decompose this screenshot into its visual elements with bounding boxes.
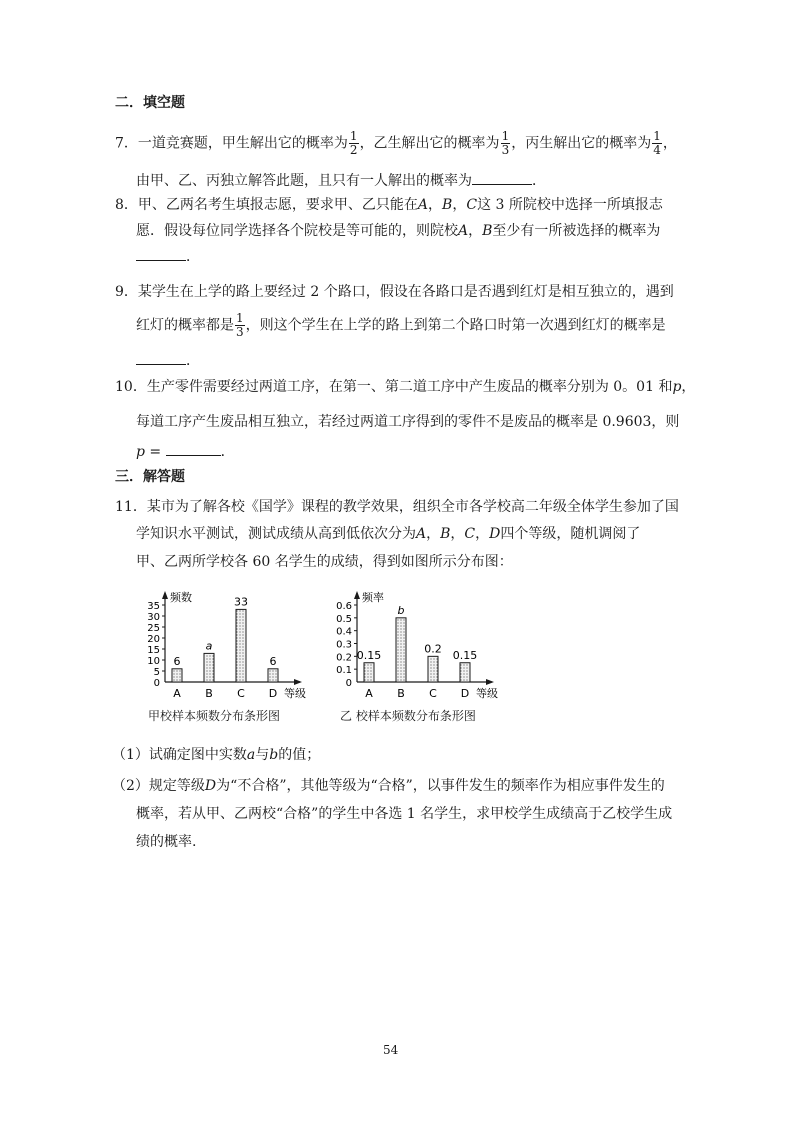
var-b: b <box>269 747 279 763</box>
bar-data-label: 33 <box>234 595 248 609</box>
y-tick-label: 0.2 <box>336 652 352 664</box>
fraction-quarter: $\frac{1}{4}$ <box>653 129 661 157</box>
q8-text-d: 至少有一所被选择的概率为 <box>492 223 661 239</box>
question-7-number: 7． <box>115 135 138 152</box>
q7-text-d: ， <box>662 135 677 152</box>
var-D: D <box>489 526 501 542</box>
q8-text-a: 甲、乙两名考生填报志愿，要求甲、乙只能在 <box>137 197 418 213</box>
q10-end: ． <box>220 444 235 460</box>
y-tick-label: 25 <box>147 623 160 634</box>
y-tick-label: 10 <box>147 656 160 667</box>
var-C: C <box>466 197 478 213</box>
category-label: A <box>365 687 373 700</box>
q11-text-b: 学知识水平测试，测试成绩从高到低依次分为 <box>136 526 416 542</box>
bar-B <box>204 653 214 682</box>
y-axis-arrow <box>162 591 168 599</box>
y-tick-label: 0 <box>345 678 352 689</box>
question-11-number: 11． <box>115 499 147 515</box>
sub-question-1 <box>112 745 320 765</box>
y-tick-label: 30 <box>147 612 160 623</box>
bar-D <box>460 663 470 682</box>
y-tick-label: 35 <box>147 601 160 612</box>
q11-text-a: 某市为了解各校《国学》课程的教学效果，组织全市各学校高二年级全体学生参加了国 <box>146 499 679 515</box>
fraction-third: $\frac{1}{3}$ <box>501 129 510 157</box>
chart-2-caption: 乙 校样本频数分布条形图 <box>340 709 476 723</box>
question-8-line-1: 8．甲、乙两名考生填报志愿，要求甲、乙只能在A，B，C这 3 所院校中选择一所填报志 <box>115 197 663 213</box>
sub2-text-d: 绩的概率. <box>136 834 197 850</box>
var-a: a <box>246 747 256 763</box>
var-p: p <box>136 444 145 460</box>
question-10-line-2 <box>136 412 679 432</box>
q9-end: ． <box>186 353 200 369</box>
category-label: C <box>237 687 245 700</box>
question-8-number: 8． <box>115 197 138 213</box>
sub-question-2-line-1 <box>112 776 665 796</box>
x-axis-title: 等级 <box>476 687 498 700</box>
category-label: A <box>173 687 181 700</box>
q10-text-a: 生产零件需要经过两道工序，在第一、第二道工序中产生废品的概率分别为 0。01 和 <box>146 379 673 395</box>
answer-blank <box>136 246 186 261</box>
q10-text-b: ， <box>681 379 696 395</box>
y-tick-label: 0.5 <box>336 613 352 625</box>
bar-data-label: 0.2 <box>424 642 442 656</box>
var-A: A <box>416 526 427 542</box>
bar-B <box>396 618 406 682</box>
var-p: p <box>672 379 682 395</box>
page-number: 54 <box>383 1043 399 1057</box>
q9-text-b: 红灯的概率都是 <box>136 317 234 334</box>
question-9-line-1 <box>115 282 674 302</box>
sub-question-2-line-2 <box>136 804 672 824</box>
section-heading-answers: 三．解答题 <box>115 469 185 485</box>
category-label: D <box>460 687 470 700</box>
y-tick-label: 15 <box>147 645 160 656</box>
section-heading-fill-in: 二．填空题 <box>115 95 185 111</box>
var-B: B <box>482 223 493 239</box>
q8-text-c: 愿．假设每位同学选择各个院校是等可能的，则院校 <box>136 223 458 239</box>
bar-C <box>236 609 246 682</box>
chart-1-caption: 甲校样本频数分布条形图 <box>148 709 281 723</box>
question-10-line-3 <box>136 441 235 462</box>
q10-text-c: 每道工序产生废品相互独立，若经过两道工序得到的零件不是废品的概率是 0.9603，则 <box>136 414 680 430</box>
chart-school-jia <box>140 580 315 705</box>
q11-text-d: 甲、乙两所学校各 60 名学生的成绩，得到如图所示分布图： <box>136 554 513 570</box>
bar-D <box>268 669 278 682</box>
question-11-line-2: 学知识水平测试，测试成绩从高到低依次分为A，B，C，D四个等级，随机调阅了 <box>136 526 641 542</box>
bar-data-label: 0.15 <box>452 648 478 662</box>
question-11-line-3 <box>136 552 513 572</box>
x-axis-title: 等级 <box>284 687 306 700</box>
sub1-text-b: 与 <box>255 747 270 763</box>
category-label: D <box>268 687 278 700</box>
category-label: B <box>205 687 213 700</box>
question-9-line-2 <box>136 312 666 339</box>
question-7-line-1 <box>115 130 677 157</box>
y-tick-label: 20 <box>147 634 160 645</box>
sub2-text-a: （2）规定等级 <box>112 778 205 794</box>
y-tick-label: 0 <box>153 678 160 689</box>
question-8-line-2: 愿．假设每位同学选择各个院校是等可能的，则院校A，B至少有一所被选择的概率为 <box>136 223 661 239</box>
y-tick-label: 5 <box>153 667 160 678</box>
answer-blank <box>472 170 532 185</box>
var-B: B <box>440 526 451 542</box>
q9-text-a: 某学生在上学的路上要经过 2 个路口，假设在各路口是否遇到红灯是相互独立的，遇到 <box>137 284 674 300</box>
bar-A <box>364 663 374 682</box>
y-tick-label: 0.1 <box>336 665 352 677</box>
q7-text-a: 一道竞赛题，甲生解出它的概率为 <box>137 135 348 152</box>
x-axis-arrow <box>486 679 494 685</box>
y-axis-title: 频数 <box>170 591 192 604</box>
category-label: B <box>397 687 405 700</box>
y-axis-title: 频率 <box>362 591 384 604</box>
bar-A <box>172 669 182 682</box>
y-tick-label: 0.4 <box>336 626 352 638</box>
sub1-text-c: 的值； <box>278 747 321 763</box>
q7-text-e: 由甲、乙、丙独立解答此题，且只有一人解出的概率为 <box>136 173 472 189</box>
q7-text-b: ，乙生解出它的概率为 <box>359 135 500 152</box>
answer-blank <box>136 350 186 365</box>
y-tick-label: 0.6 <box>336 601 352 612</box>
q7-end: ． <box>532 173 546 189</box>
question-7-line-2 <box>136 170 546 191</box>
question-8-line-3 <box>136 246 200 267</box>
question-10-number: 10． <box>115 379 147 395</box>
q8-text-b: 这 3 所院校中选择一所填报志 <box>477 197 663 213</box>
q11-text-c: 四个等级，随机调阅了 <box>500 526 641 542</box>
sub-question-2-line-3 <box>136 832 196 852</box>
chart-school-yi <box>325 580 510 705</box>
bar-data-label: 6 <box>269 654 277 668</box>
bar-data-label: a <box>205 639 213 653</box>
x-axis-arrow <box>294 679 302 685</box>
bar-data-label: b <box>397 603 405 617</box>
bar-C <box>428 656 438 682</box>
fraction-third: $\frac{1}{3}$ <box>236 311 244 339</box>
category-label: C <box>429 687 437 700</box>
var-A: A <box>417 197 429 213</box>
q8-end: ． <box>186 249 200 265</box>
bar-data-label: 6 <box>173 654 181 668</box>
fraction-half: $\frac{1}{2}$ <box>349 129 358 157</box>
q9-text-c: ，则这个学生在上学的路上到第二个路口时第一次遇到红灯的概率是 <box>245 317 666 334</box>
sub2-text-c: 概率，若从甲、乙两校“合格”的学生中各选 1 名学生，求甲校学生成绩高于乙校学生成 <box>136 806 673 822</box>
q10-equals: = <box>144 444 166 460</box>
y-axis-arrow <box>354 591 360 599</box>
bar-data-label: 0.15 <box>356 648 382 662</box>
var-C: C <box>464 526 476 542</box>
question-11-line-1 <box>115 497 679 517</box>
question-9-number: 9． <box>115 284 138 300</box>
sub2-text-b: 为“不合格”，其他等级为“合格”，以事件发生的频率作为相应事件发生的 <box>216 778 665 794</box>
answer-blank <box>166 441 221 456</box>
var-B: B <box>442 197 453 213</box>
question-10-line-1 <box>115 377 695 397</box>
var-D: D <box>204 778 217 794</box>
sub1-text-a: （1）试确定图中实数 <box>112 747 247 763</box>
question-9-line-3 <box>136 350 200 371</box>
var-A: A <box>458 223 469 239</box>
y-tick-label: 0.3 <box>336 639 352 651</box>
q7-text-c: ，丙生解出它的概率为 <box>511 135 652 152</box>
